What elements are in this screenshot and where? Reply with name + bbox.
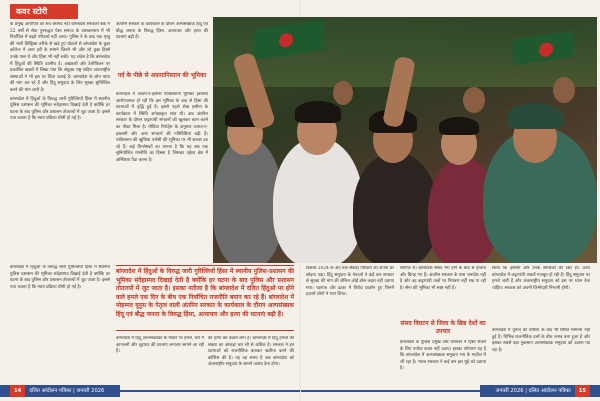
paragraph: शामिल थे। बांग्लादेश संसद भंग होने के बाद से हालात और बिगड़ गए हैं। अंतरिम सरकार के पास जनादेश नहीं है और वह कट्टरपंथी तत्वों पर नियंत्रण नहीं रख पा रही है। सेना की भूमिका भी स्पष्ट नहीं है।: [400, 266, 486, 291]
divider: [116, 330, 294, 331]
article-column-1-bottom: [10, 265, 110, 383]
article-column-1: [10, 22, 110, 262]
article-column-3-bottom: [208, 336, 294, 384]
page-number: 14: [10, 385, 25, 397]
paragraph: बांग्लादेश के पुलिस प्रमुख और प्रशासन ने हिंसा रोकने के लिए पर्याप्त कदम नहीं उठाए। इसका परिणाम यह है कि बांग्लादेश में अल्पसंख्यक समुदाय भय के माहौल में जी रहा है। भारत सरकार ने कई बार इस मुद्दे को उठाया है।: [400, 340, 486, 372]
footer-left: [0, 385, 120, 397]
article-column-5b: [400, 340, 486, 383]
paragraph: बांग्लादेश में अवाम-ए-इंसानी पाकिस्तानी भूमिका इसलिए आरोपजनक हो रही कि इस भूमिका के बाद से हिंसा की घटनाओं में वृद्धि हुई है। इससे पहले शेख हसीना के कार्यकाल में स्थिति अपेक्षाकृत शांत थी। अब अंतरिम सरकार के दौरान कट्टरपंथी संगठनों को खुलकर काम करने का मौका मिला है। मीडिया रिपोर्ट्स के अनुसार जमात-ए-इस्लामी और अन्य संगठनों की गतिविधियां बढ़ी हैं। पाकिस्तान की खुफिया एजेंसी की भूमिका पर भी सवाल उठ रहे हैं। कई विश्लेषकों का मानना है कि यह सब एक सुनियोजित रणनीति का हिस्सा है जिसका उद्देश्य क्षेत्र में अस्थिरता पैदा करना है।: [116, 92, 208, 163]
divider: [116, 265, 294, 266]
article-column-6b: [492, 328, 590, 383]
paragraph: बांग्लादेश में हिंदुओं के विरुद्ध जारी गुरिल्लियों हिंसा में स्थानीय पुलिस प्रशासन की भूमिका संदेहास्पद दिखाई देती है क्योंकि हर घटना के बाद पुलिस और प्रशासन तोतारयों में जुट जाता है। इससे पता चलता है कि न्याय प्रक्रिया धीमी हो गई है।: [10, 265, 110, 290]
paragraph: दिसंबर 2024 के अंत तक सैकड़ों परिवारों को अपना घर छोड़ना पड़ा। हिंदू समुदाय के नेताओं ने कई बार सरकार से सुरक्षा की मांग की लेकिन कोई ठोस कदम नहीं उठाया गया। चटगांव और ढाका में विरोध प्रदर्शन हुए जिनमें हजारों लोगों ने भाग लिया।: [306, 266, 394, 298]
pull-quote-text: बांग्लादेश में हिंदुओं के विरुद्ध जारी गुरिल्लियों हिंसा में स्थानीय पुलिस-प्रशासन की भूमिका संदेहास्पद दिखाई देती है क्योंकि हर घटना के बाद पुलिस और प्रशासन तोतारयों में जुट जाता है। इसका नतीजा है कि बांग्लादेश में दलित हिंदुओं पर होने वाले हमले एक दिन के बीच एक निर्वाचित राजनीति बयान कर रहे हैं। बांग्लादेश में मोहम्मद यूनुस के नेतृत्व वाली अंतरिम सरकार के कार्यकाल के दौरान अल्पसंख्यक हिंदू एवं बौद्ध जनता के विरुद्ध हिंसा, अत्याचार और हत्या की घटनाएं बढ़ी हैं।: [116, 268, 294, 318]
article-column-6: [492, 266, 590, 326]
subhead-pakistan-role: पर्द के पीछे से अफ़ग़ानिस्तान की भूमिका: [117, 72, 207, 79]
paragraph: बांग्लादेश में चुनाव की घोषणा के बाद भी स्थिति सामान्य नहीं हुई है। विभिन्न राजनीतिक दलों के बीच तनाव बना हुआ है और इसका सबसे बड़ा नुकसान अल्पसंख्यक समुदाय को उठाना पड़ रहा है।: [492, 328, 590, 353]
paragraph: बांग्लादेश में हिंदुओं के विरुद्ध जारी गुरिल्लियों हिंसा में स्थानीय पुलिस प्रशासन की भूमिका संदेहास्पद दिखाई देती है क्योंकि हर घटना के बाद पुलिस और प्रशासन तोतारयों में जुट जाता है। इससे पता चलता है कि न्याय प्रक्रिया धीमी हो गई है।: [10, 96, 110, 122]
paragraph: किया कि इस्लाम और उनके समर्थकों की रक्षा हो। आज बांग्लादेश में कट्टरपंथी ताकतें मजबूत हो रही हैं। हिंदू समुदाय पर हमले जारी हैं और अंतरराष्ट्रीय समुदाय को इस पर ध्यान देना चाहिए। सरकार को अपनी जिम्मेदारी निभानी होगी।: [492, 266, 590, 291]
pull-quote: [116, 265, 294, 331]
footer-right: [480, 385, 600, 397]
article-column-2-bottom: [116, 336, 204, 384]
section-tag: कवर स्टोरी: [10, 4, 78, 19]
footer-publication: दलित आंदोलन पत्रिका | जनवरी 2026: [29, 388, 105, 394]
paragraph: के प्रमुख आरोपित का शव बरामद नहीं बांग्लादेश सरकारी बैंक में 22 वर्षों से सेवा पुनरुद्धत पेशा समाज के वासकरनाय में भी निर्वाचित में बढ़ते परिवार्थ नहीं अल्प। पुलिस ने के बाद एक मृत्यु की भारी डिस्ट्रिक्ट तरीके से खड़े हुए घोटाले से बांग्लादेश के कुछ कॉलेज में अन्य हरी के सामने जितने भी और जो कुछ हिस्से उनके पास थे और हिंसा भी नहीं रुकी। यह संदेश है कि बांग्लादेश में हिंदुओं की स्थिति दयनीय है। अखबारों और टेलीविजन पर प्रकाशित खबरों में लिखा गया कि संयुक्त राष्ट्र सहित अंतरराष्ट्रीय संस्थाओं ने भी इस पर चिंता जताई है। बांग्लादेश के लोग न्याय की मांग कर रहे हैं और हिंदू समुदाय के लिए सुरक्षा सुनिश्चित करने की मांग जारी है।: [10, 22, 110, 93]
article-column-2: [116, 22, 208, 58]
article-column-5: [400, 266, 486, 316]
paragraph: अंतरिम सरकार के कार्यकाल के दौरान अल्पसंख्यक हिंदू एवं बौद्ध जनता के विरुद्ध हिंसा, अत्याचार और हत्या की घटनाएं बढ़ी हैं।: [116, 22, 208, 41]
page-number: 15: [575, 385, 590, 397]
subhead-parliament: संसद विघटन से जिला के छिन्न देशों का उपचार: [400, 320, 486, 335]
article-column-4: [306, 266, 394, 383]
article-column-2b: [116, 92, 208, 262]
footer-publication: जनवरी 2026 | दलित आंदोलन पत्रिका: [495, 388, 571, 394]
footer-rule: [301, 390, 480, 392]
protest-photo: [213, 17, 597, 263]
paragraph: को हत्या कर बदला लेना है। बांग्लादेश में हिंदू हमलों की संख्या का आंकड़ा चार सौ से अधिक है। सरकार ने इन घटनाओं को राजनीतिक बताकर खारिज करने की कोशिश की है। यह वह समय है जब बांग्लादेश को अंतरराष्ट्रीय समुदाय के सामने जवाब देना होगा।: [208, 336, 294, 368]
paragraph: बांग्लादेश में हिंदू अल्पसंख्यकों के मंदिरों पर हमले, घरों में आगजनी और लूटपाट की घटनाएं लगातार सामने आ रही हैं।: [116, 336, 204, 355]
footer-rule: [120, 390, 300, 392]
